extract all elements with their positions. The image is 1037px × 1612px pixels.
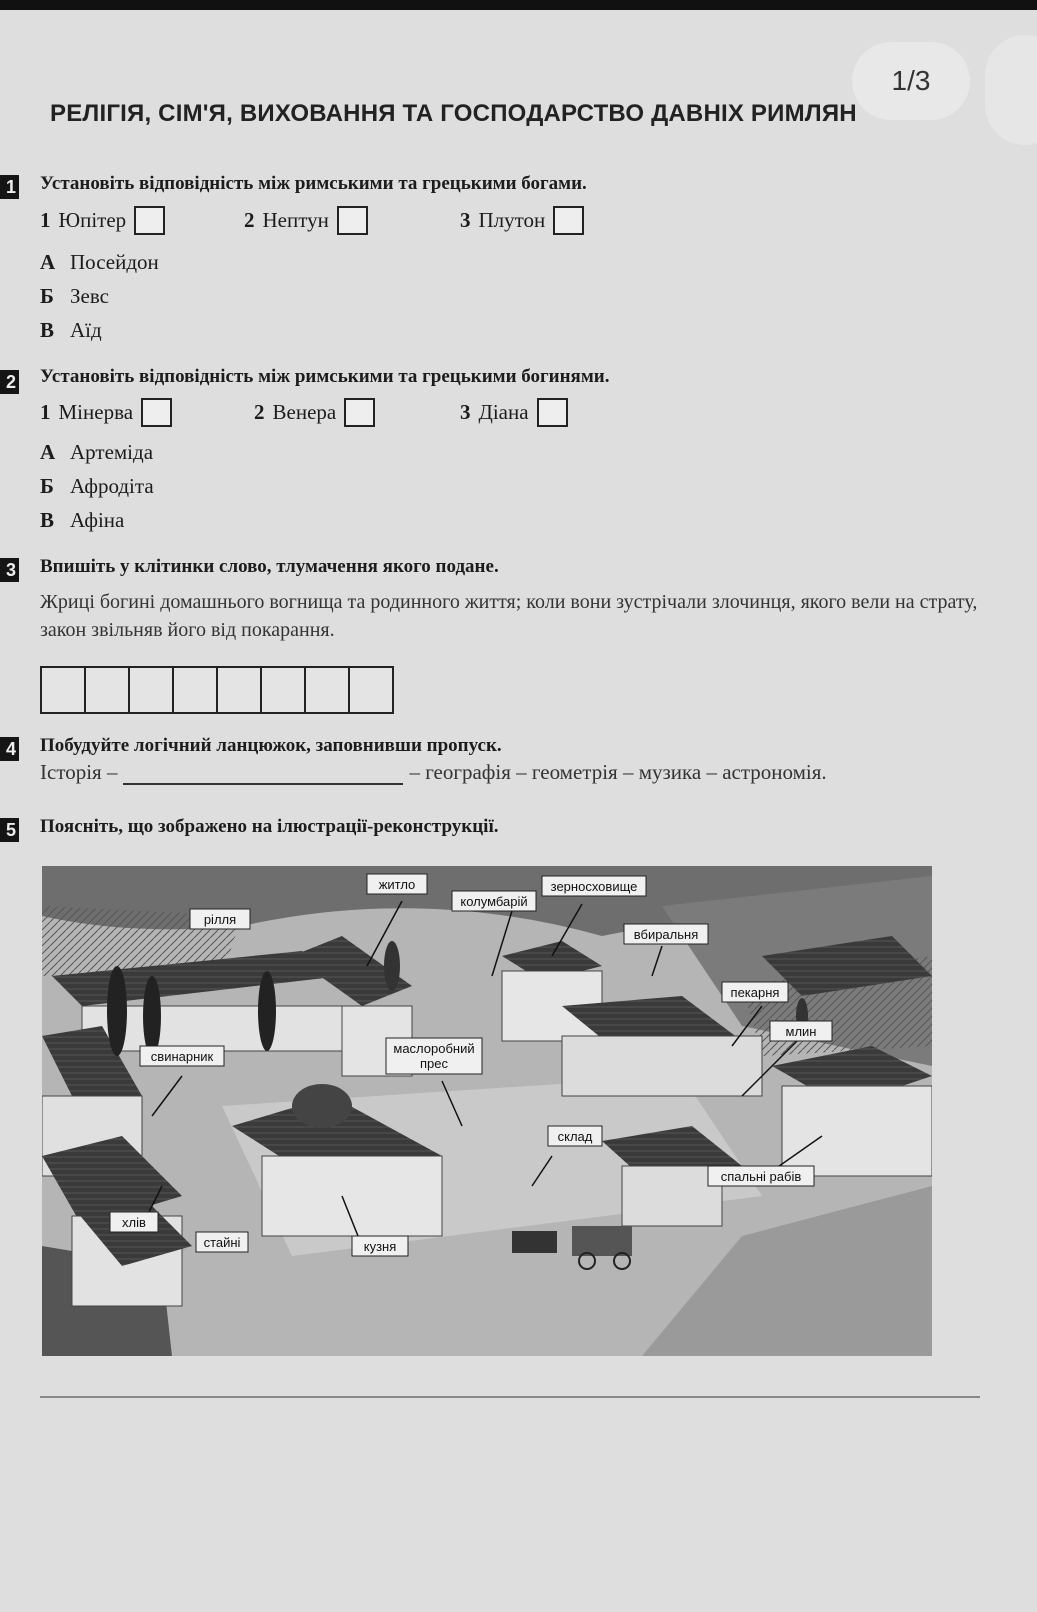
task-5-number: 5 bbox=[0, 818, 19, 842]
task-2-item-1: 1 Мінерва bbox=[40, 398, 172, 427]
svg-text:спальні рабів: спальні рабів bbox=[720, 1169, 802, 1184]
svg-text:маслоробний: маслоробний bbox=[393, 1041, 475, 1056]
svg-text:прес: прес bbox=[420, 1056, 448, 1071]
svg-text:рілля: рілля bbox=[203, 912, 237, 927]
label-pekarnia bbox=[722, 982, 788, 1002]
task-2-number: 2 bbox=[0, 370, 19, 394]
answer-cell[interactable] bbox=[262, 668, 306, 712]
task-2-option-b: Б Афродіта bbox=[40, 474, 154, 498]
task-4-chain: Історія – – географія – геометрія – музика – астрономія. bbox=[40, 760, 827, 784]
label-svynarnyk bbox=[140, 1046, 224, 1066]
svg-text:вбиральня: вбиральня bbox=[633, 927, 699, 942]
answer-box[interactable] bbox=[553, 206, 584, 235]
task-3-text: Жриці богині домашнього вогнища та родинного життя; коли вони зустрічали злочинця, якого вели на страту, закон звільняв його від покарання. bbox=[40, 591, 978, 641]
answer-box[interactable] bbox=[141, 398, 172, 427]
svg-text:колумбарій: колумбарій bbox=[460, 894, 528, 909]
svg-text:зерносховище: зерносховище bbox=[550, 879, 638, 894]
svg-text:стайні: стайні bbox=[203, 1235, 241, 1250]
label-vbyralnia bbox=[624, 924, 708, 944]
answer-box[interactable] bbox=[344, 398, 375, 427]
answer-line[interactable] bbox=[40, 1396, 980, 1398]
task-1-item-3: 3 Плутон bbox=[460, 206, 584, 235]
task-2-option-c: В Афіна bbox=[40, 508, 125, 532]
top-status-bar bbox=[0, 0, 1037, 10]
label-maslopres bbox=[386, 1038, 482, 1074]
task-1-option-a: А Посейдон bbox=[40, 250, 159, 274]
answer-cell[interactable] bbox=[174, 668, 218, 712]
task-2-item-2: 2 Венера bbox=[254, 398, 375, 427]
answer-cell[interactable] bbox=[86, 668, 130, 712]
label-rillia bbox=[190, 909, 250, 929]
label-kuznia bbox=[352, 1236, 408, 1256]
svg-text:пекарня: пекарня bbox=[730, 985, 780, 1000]
label-sklad bbox=[548, 1126, 602, 1146]
task-2-item-3: 3 Діана bbox=[460, 398, 568, 427]
svg-text:склад: склад bbox=[557, 1129, 593, 1144]
chain-blank[interactable] bbox=[123, 763, 403, 785]
task-3-number: 3 bbox=[0, 558, 19, 582]
task-2-heading: Установіть відповідність між римськими та грецькими богинями. bbox=[40, 366, 610, 387]
answer-box[interactable] bbox=[537, 398, 568, 427]
label-zhytlo bbox=[367, 874, 427, 894]
answer-cells[interactable] bbox=[40, 666, 394, 714]
answer-cell[interactable] bbox=[42, 668, 86, 712]
answer-box[interactable] bbox=[337, 206, 368, 235]
svg-text:житло: житло bbox=[378, 877, 416, 892]
answer-cell[interactable] bbox=[130, 668, 174, 712]
answer-box[interactable] bbox=[134, 206, 165, 235]
task-2-option-a: А Артеміда bbox=[40, 440, 154, 464]
label-zernoskhovyshche bbox=[542, 876, 646, 896]
villa-illustration bbox=[42, 866, 932, 1356]
side-control[interactable] bbox=[985, 35, 1037, 145]
label-staini bbox=[196, 1232, 248, 1252]
task-3-heading: Впишіть у клітинки слово, тлумачення якого подане. bbox=[40, 556, 499, 577]
task-1-option-c: В Аїд bbox=[40, 318, 102, 342]
page-indicator[interactable]: 1/3 bbox=[852, 42, 970, 120]
svg-text:млин: млин bbox=[785, 1024, 817, 1039]
answer-cell[interactable] bbox=[218, 668, 262, 712]
svg-text:кузня: кузня bbox=[363, 1239, 397, 1254]
answer-cell[interactable] bbox=[306, 668, 350, 712]
task-5-heading: Поясніть, що зображено на ілюстрації-реконструкції. bbox=[40, 816, 499, 837]
label-khliv bbox=[110, 1212, 158, 1232]
task-1-heading: Установіть відповідність між римськими та грецькими богами. bbox=[40, 173, 587, 194]
label-spalni bbox=[708, 1166, 814, 1186]
svg-text:свинарник: свинарник bbox=[150, 1049, 214, 1064]
answer-cell[interactable] bbox=[350, 668, 392, 712]
task-4-number: 4 bbox=[0, 737, 19, 761]
page-title: РЕЛІГІЯ, СІМ'Я, ВИХОВАННЯ ТА ГОСПОДАРСТВО ДАВНІХ РИМЛЯН bbox=[50, 100, 857, 127]
task-1-item-1: 1 Юпітер bbox=[40, 206, 165, 235]
task-1-item-2: 2 Нептун bbox=[244, 206, 368, 235]
task-1-number: 1 bbox=[0, 175, 19, 199]
task-1-option-b: Б Зевс bbox=[40, 284, 109, 308]
task-4-heading: Побудуйте логічний ланцюжок, заповнивши пропуск. bbox=[40, 735, 502, 756]
label-mlyn bbox=[770, 1021, 832, 1041]
label-kolumbarii bbox=[452, 891, 536, 911]
svg-text:хлів: хлів bbox=[122, 1215, 146, 1230]
